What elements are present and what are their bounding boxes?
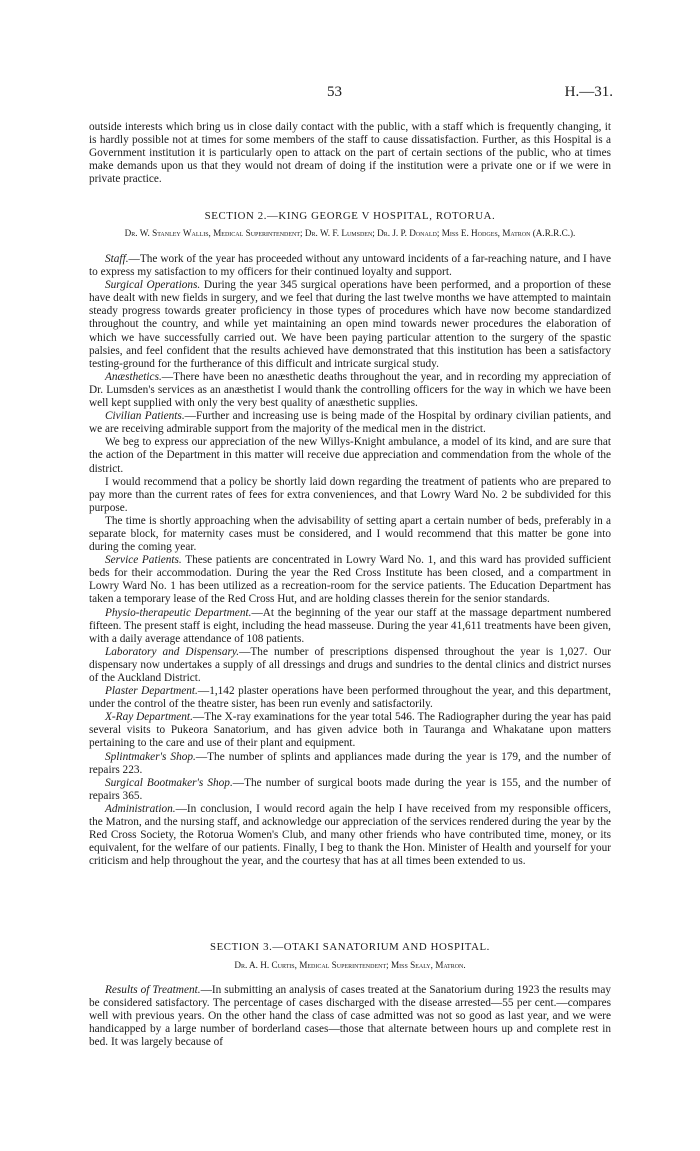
section2-paragraph bbox=[89, 646, 611, 685]
document-reference: H.—31. bbox=[564, 84, 613, 100]
section2-paragraph-heading: Service Patients. bbox=[105, 554, 182, 567]
section-3-title: SECTION 3.—OTAKI SANATORIUM AND HOSPITAL. bbox=[209, 941, 490, 953]
intro-block bbox=[89, 121, 611, 186]
section-2-title: SECTION 2.—KING GEORGE V HOSPITAL, ROTORUA. bbox=[204, 210, 496, 222]
section2-paragraph-heading: Civilian Patients. bbox=[105, 410, 185, 423]
section2-paragraph bbox=[89, 777, 611, 803]
intro-paragraph: outside interests which bring us in close daily contact with the public, with a staff which is frequently changing, it is hardly possible not at times for some members of the staff to cause dissatisfaction. Further, as this Hospital is a Government institution it is particularly open to attack on the part of certain sections of the public, who at times make demands upon us that they would not dream of doing if the institution were a private one or if we were in private practice. bbox=[89, 121, 611, 186]
section2-paragraph-heading: Surgical Operations. bbox=[105, 279, 201, 292]
section2-paragraph-heading: Splintmaker's Shop. bbox=[105, 750, 196, 763]
section2-paragraph-text: —The X-ray examinations for the year total 546. The Radiographer during the year has paid several visits to Pukeora Sanatorium, and has given advice both in Tauranga and Whakatane upon matters pertaining to the care and use of their plant and equipment. bbox=[89, 711, 612, 750]
section2-paragraph-heading: Staff. bbox=[105, 253, 129, 265]
section2-paragraph bbox=[89, 803, 611, 868]
section2-paragraph bbox=[89, 371, 611, 410]
section2-paragraph-text: —There have been no anæsthetic deaths throughout the year, and in recording my appreciation of Dr. Lumsden's services as an anæsthetist I would thank the controlling officers for the way in which we have been well kept supplied with only the very best quality of anæsthetic supplies. bbox=[89, 370, 611, 410]
page-number: 53 bbox=[327, 84, 342, 100]
section2-paragraph bbox=[89, 685, 611, 711]
section2-paragraph bbox=[89, 607, 611, 646]
section2-paragraph bbox=[89, 253, 611, 279]
section2-paragraph-heading: Anæsthetics. bbox=[105, 370, 162, 383]
section2-paragraph-text: The time is shortly approaching when the advisability of setting apart a certain number of beds, preferably in a separate block, for maternity cases must be considered, and I would recommend that this matter be gone into during the coming year. bbox=[89, 514, 611, 554]
section2-paragraph bbox=[89, 476, 611, 515]
section2-paragraph-text: During the year 345 surgical operations have been performed, and a proportion of these have dealt with new fields in surgery, and we feel that during the last twelve months we have attempted to maintain steady progress towards greater proficiency in those types of procedures which have now become standardized throughout the country, and while yet maintaining an open mind towards newer procedures the elaboration of which we have successfully carried out. We have been paying particular attention to the surgery of the spastic palsies, and feel confident that the results achieved have demonstrated that this institution has been a satisfactory testing-ground for the furtherance of this difficult and intricate surgical study. bbox=[89, 279, 611, 370]
section-3-staff-line: Dr. A. H. Curtis, Medical Superintendent; Miss Sealy, Matron. bbox=[234, 960, 466, 970]
section2-paragraph bbox=[89, 711, 611, 750]
section2-paragraph-heading: Physio-therapeutic Department. bbox=[105, 606, 252, 619]
section2-paragraph-heading: Surgical Bootmaker's Shop. bbox=[105, 776, 233, 789]
section3-paragraph bbox=[89, 984, 611, 1049]
section2-paragraph-text: These patients are concentrated in Lowry Ward No. 1, and this ward has provided sufficient beds for their accommodation. During the year the Red Cross Institute has been closed, and a compartment in Lowry Ward No. 1 has been utilized as a recreation-room for the service patients. The Education Department has taken a temporary lease of the Red Cross Hut, and are holding classes therein for the senior standards. bbox=[89, 554, 612, 606]
section2-paragraph bbox=[89, 410, 611, 436]
section2-paragraph-text: —Further and increasing use is being made of the Hospital by ordinary civilian patients, and we are receiving admirable support from the majority of the medical men in the district. bbox=[89, 410, 611, 436]
section2-paragraph-heading: Laboratory and Dispensary. bbox=[105, 645, 240, 658]
section-2-staff-line: Dr. W. Stanley Wallis, Medical Superintendent; Dr. W. F. Lumsden; Dr. J. P. Donald; Miss E. Hodges, Matron (A.R.R.C.). bbox=[124, 228, 576, 238]
section2-paragraph-text: —The number of surgical boots made during the year is 155, and the number of repairs 365. bbox=[89, 776, 612, 802]
section2-paragraph bbox=[89, 515, 611, 554]
section2-paragraph-text: I would recommend that a policy be shortly laid down regarding the treatment of patients who are prepared to pay more than the current rates of fees for extra conveniences, and that Lowry Ward No. 2 be subdivided for this purpose. bbox=[89, 475, 611, 514]
section2-paragraph-text: —The number of splints and appliances made during the year is 179, and the number of repairs 223. bbox=[89, 750, 612, 776]
section-2-body bbox=[89, 253, 611, 868]
section2-paragraph-text: —1,142 plaster operations have been performed throughout the year, and this department, under the control of the theatre sister, has been run evenly and satisfactorily. bbox=[89, 685, 612, 711]
section3-paragraph-text: —In submitting an analysis of cases treated at the Sanatorium during 1923 the results may be considered satisfactory. The percentage of cases discharged with the disease arrested—55 per cent.—compares well with previous years. On the other hand the class of case admitted was not so good as last year, and we were handicapped by a large number of borderland cases—those that alternate between hours up and complete rest in bed. It was largely because of bbox=[89, 984, 612, 1049]
section2-paragraph-text: —The work of the year has proceeded without any untoward incidents of a far-reaching nature, and I have to express my satisfaction to my officers for their continued loyalty and support. bbox=[89, 253, 611, 279]
section2-paragraph bbox=[89, 751, 611, 777]
section2-paragraph-heading: Administration. bbox=[105, 802, 176, 815]
section2-paragraph-text: —The number of prescriptions dispensed throughout the year is 1,027. Our dispensary now undertakes a supply of all dressings and drugs and sundries to the dental clinics and district nurses of the Auckland District. bbox=[89, 645, 611, 684]
section3-paragraph-heading: Results of Treatment. bbox=[105, 984, 201, 996]
section2-paragraph bbox=[89, 279, 611, 371]
section2-paragraph-text: —In conclusion, I would record again the help I have received from my responsible officers, the Matron, and the nursing staff, and acknowledge our appreciation of the services rendered during the year by the Red Cross Society, the Rotorua Women's Club, and many other friends who have contributed time, money, or its equivalent, for the welfare of our patients. Finally, I beg to thank the Hon. Minister of Health and yourself for your criticism and help throughout the year, and the courtesy that has at all times been extended to us. bbox=[89, 802, 611, 868]
section2-paragraph-heading: X-Ray Department. bbox=[105, 711, 193, 724]
section2-paragraph bbox=[89, 436, 611, 475]
section-3-body bbox=[89, 984, 611, 1049]
section2-paragraph-text: —At the beginning of the year our staff at the massage department numbered fifteen. The present staff is eight, including the head masseuse. During the year 41,611 treatments have been given, with a daily average attendance of 108 patients. bbox=[89, 606, 611, 645]
section2-paragraph bbox=[89, 554, 611, 606]
page-header bbox=[0, 84, 700, 106]
section2-paragraph-heading: Plaster Department. bbox=[105, 685, 198, 698]
section2-paragraph-text: We beg to express our appreciation of the new Willys-Knight ambulance, a model of its kind, and are sure that the action of the Department in this matter will receive due appreciation and commendation from the whole of the district. bbox=[89, 436, 611, 475]
